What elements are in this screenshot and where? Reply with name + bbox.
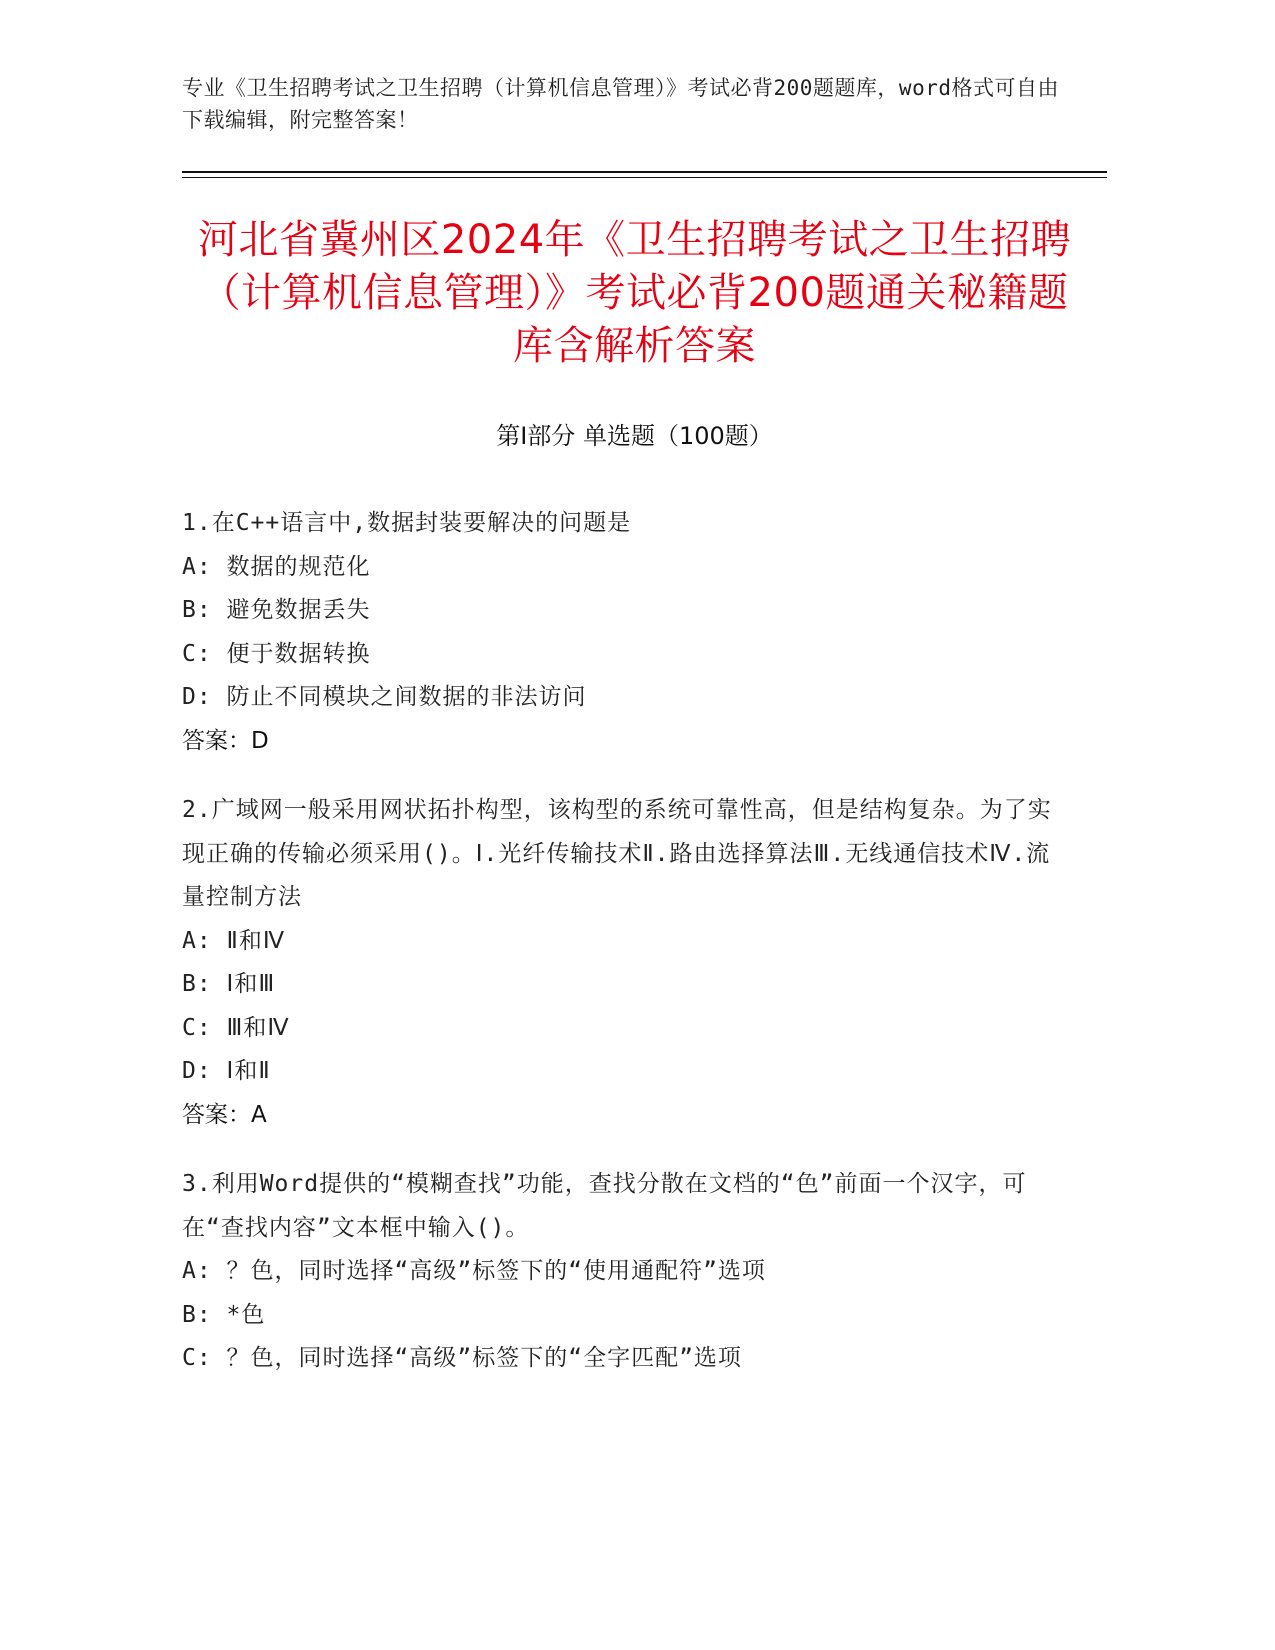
header-note: 专业《卫生招聘考试之卫生招聘（计算机信息管理）》考试必背200题题库，word格式可自由下载编辑，附完整答案！ — [182, 76, 1059, 132]
question-stem: 1.在C++语言中,数据封装要解决的问题是 — [182, 510, 632, 536]
question-stem: 3.利用Word提供的“模糊查找”功能，查找分散在文档的“色”前面一个汉字，可在“查找内容”文本框中输入()。 — [182, 1171, 1027, 1241]
question-2 — [182, 789, 1062, 1137]
option-a: A: 数据的规范化 — [182, 553, 371, 580]
option-d: D: 防止不同模块之间数据的非法访问 — [182, 684, 587, 710]
option-c: C: ？色，同时选择“高级”标签下的“全字匹配”选项 — [182, 1345, 742, 1371]
question-3 — [182, 1163, 1062, 1381]
document-title: 河北省冀州区2024年《卫生招聘考试之卫生招聘（计算机信息管理）》考试必背200题通关秘籍题库含解析答案 — [197, 217, 1072, 369]
answer: 答案：A — [182, 1101, 267, 1128]
header-rule-thick — [182, 171, 1107, 173]
option-c: C: Ⅲ和Ⅳ — [182, 1014, 290, 1041]
header-rule-thin — [182, 177, 1107, 178]
option-c: C: 便于数据转换 — [182, 640, 371, 667]
section-title: 第Ⅰ部分 单选题（100题） — [496, 422, 773, 450]
question-stem: 2.广域网一般采用网状拓扑构型，该构型的系统可靠性高，但是结构复杂。为了实现正确的传输必须采用()。Ⅰ.光纤传输技术Ⅱ.路由选择算法Ⅲ.无线通信技术Ⅳ.流量控制方法 — [182, 797, 1052, 910]
option-b: B: 避免数据丢失 — [182, 597, 371, 623]
option-d: D: Ⅰ和Ⅱ — [182, 1058, 271, 1084]
answer: 答案：D — [182, 727, 269, 754]
question-list — [182, 502, 1062, 1407]
option-b: B: Ⅰ和Ⅲ — [182, 971, 276, 997]
option-a: A: ？色，同时选择“高级”标签下的“使用通配符”选项 — [182, 1258, 766, 1284]
question-1 — [182, 502, 1062, 763]
option-a: A: Ⅱ和Ⅳ — [182, 927, 286, 954]
option-b: B: *色 — [182, 1301, 266, 1328]
